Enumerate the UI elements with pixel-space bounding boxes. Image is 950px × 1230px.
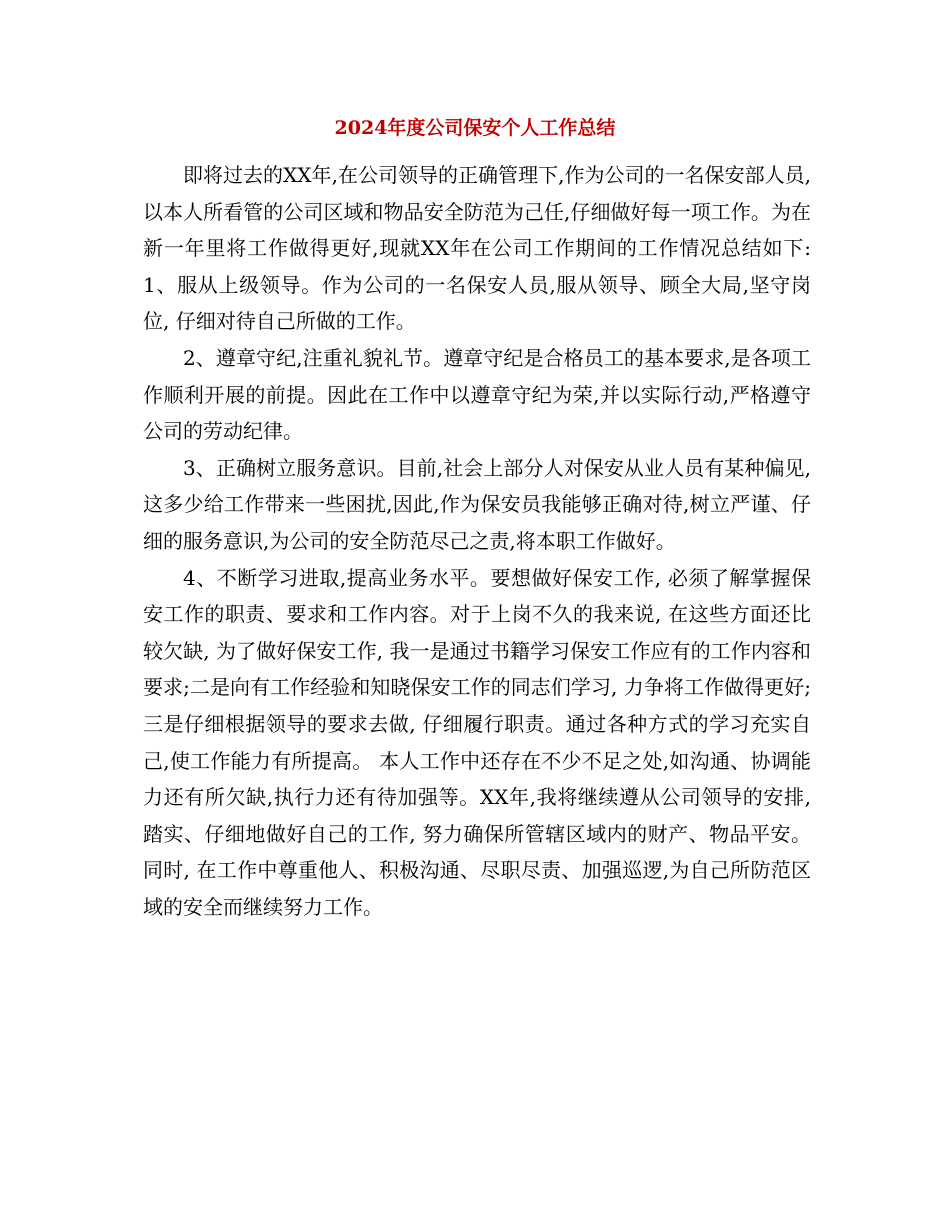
paragraph-2: 2、遵章守纪,注重礼貌礼节。遵章守纪是合格员工的基本要求,是各项工作顺利开展的前提。因此在工作中以遵章守纪为荣,并以实际行动,严格遵守公司的劳动纪律。: [143, 345, 811, 444]
paragraph-3: 3、正确树立服务意识。目前,社会上部分人对保安从业人员有某种偏见,这多少给工作带来一些困扰,因此,作为保安员我能够正确对待,树立严谨、仔细的服务意识,为公司的安全防范尽己之责,将本职工作做好。: [143, 455, 811, 553]
document-title: 2024年度公司保安个人工作总结: [334, 117, 616, 139]
document-body: [143, 157, 811, 925]
paragraph-4: 4、不断学习进取,提高业务水平。要想做好保安工作, 必须了解掌握保安工作的职责、要求和工作内容。对于上岗不久的我来说, 在这些方面还比较欠缺, 为了做好保安工作, 我一是通过书籍学习保安工作应有的工作内容和要求;二是向有工作经验和知晓保安工作的同志们学习, 力争将工作做得更好;三是仔细根据领导的要求去做, 仔细履行职责。通过各种方式的学习充实自己,使工作能力有所提高。 本人工作中还存在不少不足之处,如沟通、协调能力还有所欠缺,执行力还有待加强等。XX年,我将继续遵从公司领导的安排, 踏实、仔细地做好自己的工作, 努力确保所管辖区域内的财产、物品平安。同时, 在工作中尊重他人、积极沟通、尽职尽责、加强巡逻,为自己所防范区域的安全而继续努力工作。: [143, 565, 811, 919]
paragraph-1: 即将过去的XX年,在公司领导的正确管理下,作为公司的一名保安部人员,以本人所看管的公司区域和物品安全防范为己任,仔细做好每一项工作。为在新一年里将工作做得更好,现就XX年在公司工作期间的工作情况总结如下:1、服从上级领导。作为公司的一名保安人员,服从领导、顾全大局,坚守岗位, 仔细对待自己所做的工作。: [143, 163, 811, 334]
